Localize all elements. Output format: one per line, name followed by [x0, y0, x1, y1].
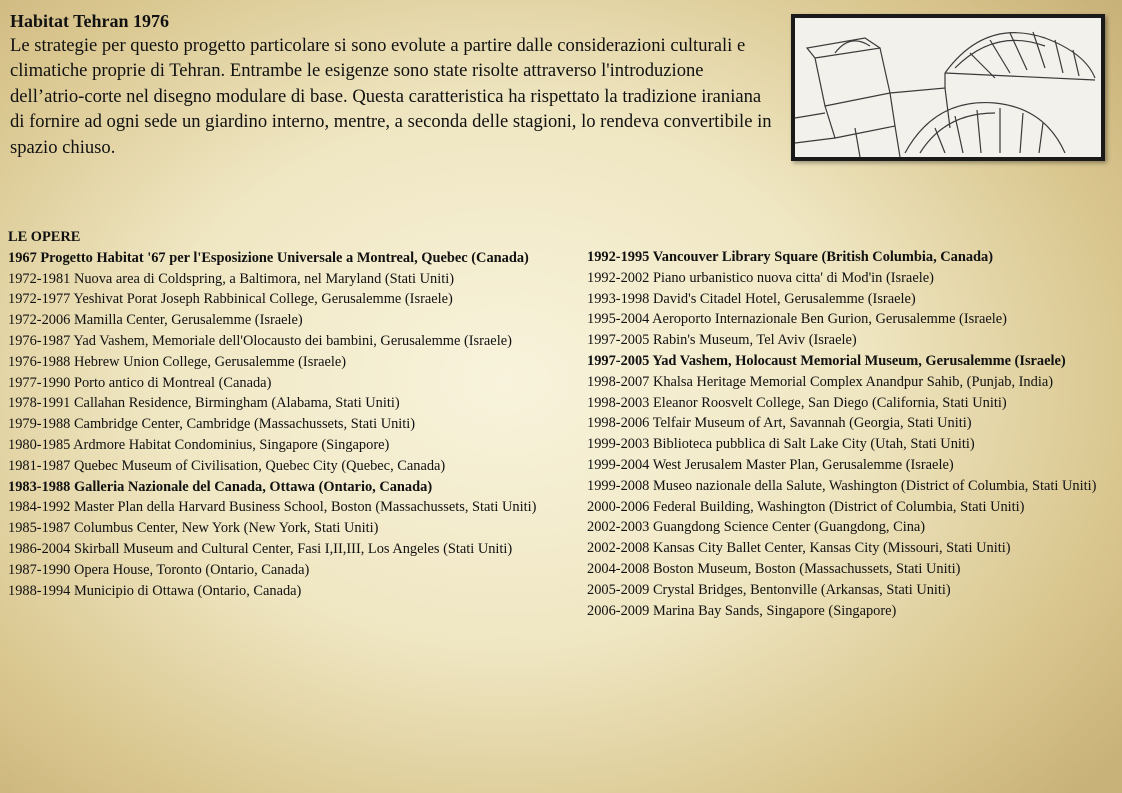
- work-entry: 1992-2002 Piano urbanistico nuova citta' di Mod'in (Israele): [587, 269, 934, 286]
- work-entry: 1984-1992 Master Plan della Harvard Business School, Boston (Massachussets, Stati Uniti): [8, 499, 537, 516]
- work-entry: 1983-1988 Galleria Nazionale del Canada, Ottawa (Ontario, Canada): [8, 478, 433, 495]
- work-entry: 1976-1988 Hebrew Union College, Gerusalemme (Israele): [8, 353, 347, 370]
- work-entry: 1980-1985 Ardmore Habitat Condominius, Singapore (Singapore): [8, 436, 390, 453]
- page-title: Habitat Tehran 1976: [10, 11, 170, 31]
- works-list-right: [587, 247, 1112, 621]
- work-entry: 1981-1987 Quebec Museum of Civilisation, Quebec City (Quebec, Canada): [8, 457, 446, 474]
- work-entry: 1999-2003 Biblioteca pubblica di Salt Lake City (Utah, Stati Uniti): [587, 436, 975, 453]
- work-entry: 1998-2003 Eleanor Roosvelt College, San Diego (California, Stati Uniti): [587, 394, 1007, 411]
- work-entry: 1976-1987 Yad Vashem, Memoriale dell'Olocausto dei bambini, Gerusalemme (Israele): [8, 332, 512, 349]
- work-entry: 1979-1988 Cambridge Center, Cambridge (Massachussets, Stati Uniti): [8, 416, 416, 433]
- work-entry: 1972-2006 Mamilla Center, Gerusalemme (Israele): [8, 312, 303, 329]
- work-entry: 1972-1977 Yeshivat Porat Joseph Rabbinical College, Gerusalemme (Israele): [8, 291, 453, 308]
- work-entry: 1988-1994 Municipio di Ottawa (Ontario, Canada): [8, 582, 302, 599]
- work-entry: 1998-2007 Khalsa Heritage Memorial Complex Anandpur Sahib, (Punjab, India): [587, 373, 1054, 390]
- work-entry: 1978-1991 Callahan Residence, Birmingham (Alabama, Stati Uniti): [8, 395, 400, 412]
- work-entry: 1986-2004 Skirball Museum and Cultural Center, Fasi I,II,III, Los Angeles (Stati Uniti): [8, 540, 513, 557]
- work-entry: 1995-2004 Aeroporto Internazionale Ben Gurion, Gerusalemme (Israele): [587, 311, 1007, 328]
- work-entry: 1987-1990 Opera House, Toronto (Ontario, Canada): [8, 561, 310, 578]
- works-heading: LE OPERE: [8, 229, 81, 245]
- work-entry: 1993-1998 David's Citadel Hotel, Gerusalemme (Israele): [587, 290, 916, 307]
- work-entry: 2005-2009 Crystal Bridges, Bentonville (Arkansas, Stati Uniti): [587, 581, 951, 598]
- work-entry: 1998-2006 Telfair Museum of Art, Savannah (Georgia, Stati Uniti): [587, 415, 972, 432]
- architectural-sketch-image: [791, 14, 1105, 161]
- work-entry: 2002-2008 Kansas City Ballet Center, Kansas City (Missouri, Stati Uniti): [587, 540, 1011, 557]
- work-entry: 2002-2003 Guangdong Science Center (Guangdong, Cina): [587, 519, 926, 536]
- works-list-left: [8, 227, 576, 601]
- work-entry: 1977-1990 Porto antico di Montreal (Canada): [8, 374, 272, 391]
- sketch-drawing-icon: [795, 18, 1101, 157]
- work-entry: 2004-2008 Boston Museum, Boston (Massachussets, Stati Uniti): [587, 560, 961, 577]
- work-entry: 2006-2009 Marina Bay Sands, Singapore (Singapore): [587, 602, 897, 619]
- work-entry: 1997-2005 Rabin's Museum, Tel Aviv (Israele): [587, 332, 857, 349]
- work-entry: 1997-2005 Yad Vashem, Holocaust Memorial Museum, Gerusalemme (Israele): [587, 352, 1066, 369]
- work-entry: 1967 Progetto Habitat '67 per l'Esposizione Universale a Montreal, Quebec (Canada): [8, 249, 529, 266]
- work-entry: 1999-2004 West Jerusalem Master Plan, Gerusalemme (Israele): [587, 456, 954, 473]
- work-entry: 1972-1981 Nuova area di Coldspring, a Baltimora, nel Maryland (Stati Uniti): [8, 270, 455, 287]
- work-entry: 2000-2006 Federal Building, Washington (District of Columbia, Stati Uniti): [587, 498, 1025, 515]
- intro-paragraph: Le strategie per questo progetto particolare si sono evolute a partire dalle considerazioni culturali e climatiche proprie di Tehran. Entrambe le esigenze sono state risolte attraverso l'introduzione dell’atrio-corte nel disegno modulare di base. Questa caratteristica ha rispettato la tradizione iraniana di fornire ad ogni sede un giardino interno, mentre, a seconda delle stagioni, lo rendeva convertibile in spazio chiuso.: [10, 35, 772, 158]
- work-entry: 1985-1987 Columbus Center, New York (New York, Stati Uniti): [8, 520, 379, 537]
- work-entry: 1999-2008 Museo nazionale della Salute, Washington (District of Columbia, Stati Uniti): [587, 477, 1097, 494]
- work-entry: 1992-1995 Vancouver Library Square (British Columbia, Canada): [587, 249, 994, 265]
